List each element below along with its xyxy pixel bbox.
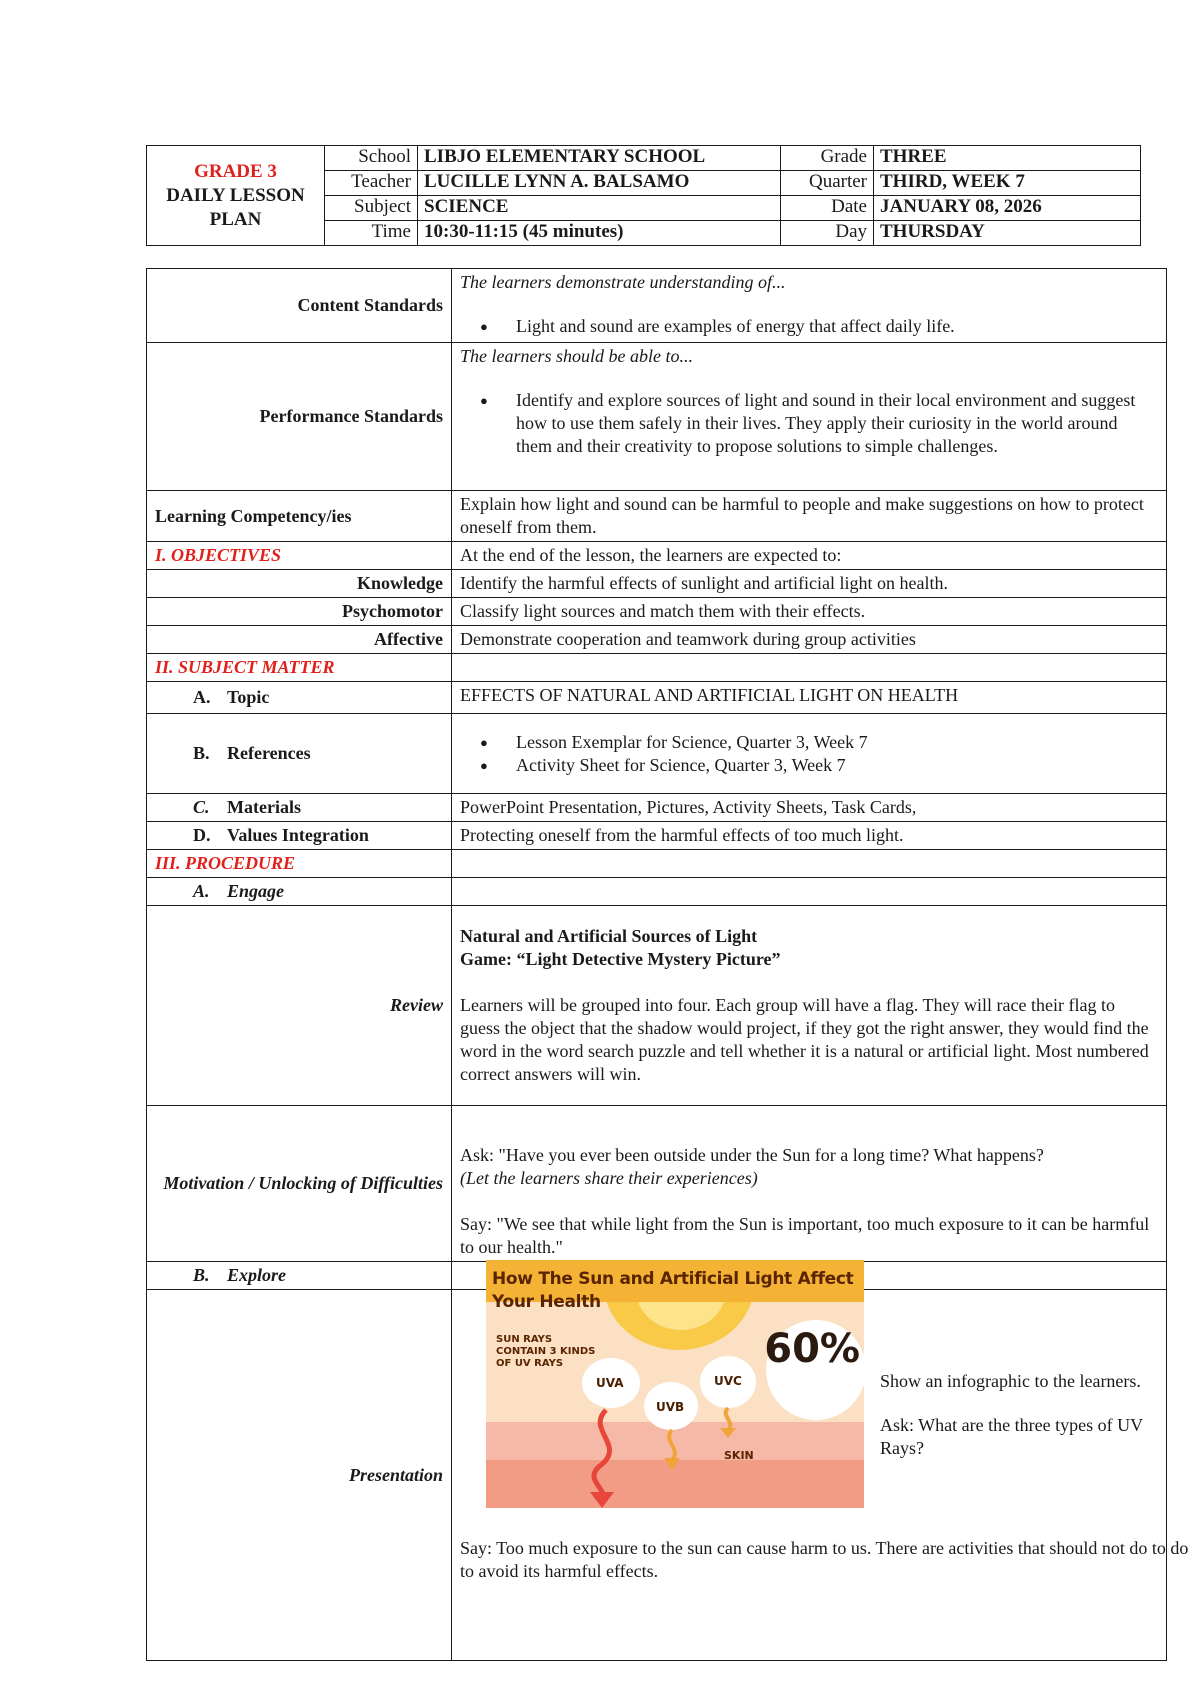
materials-label-cell bbox=[147, 794, 452, 822]
day-value: THURSDAY bbox=[874, 221, 1141, 246]
plan-title-cell bbox=[147, 146, 325, 246]
review-cell bbox=[452, 906, 1167, 1106]
presentation-label: Presentation bbox=[147, 1290, 452, 1661]
content-standards-intro: The learners demonstrate understanding of... bbox=[460, 272, 786, 292]
quarter-label: Quarter bbox=[781, 171, 874, 196]
performance-standards-intro: The learners should be able to... bbox=[460, 346, 693, 366]
engage-num: A. bbox=[193, 881, 210, 901]
time-value: 10:30-11:15 (45 minutes) bbox=[418, 221, 781, 246]
day-label: Day bbox=[781, 221, 874, 246]
presentation-bottom-text bbox=[460, 1537, 1190, 1583]
reference-item: ● Activity Sheet for Science, Quarter 3, Week 7 bbox=[506, 754, 1158, 777]
grade-value: THREE bbox=[874, 146, 1141, 171]
engage-label-cell bbox=[147, 878, 452, 906]
engage-label: Engage bbox=[227, 881, 285, 901]
uv-infographic bbox=[486, 1260, 864, 1508]
subject-label: Subject bbox=[325, 196, 418, 221]
materials-text: PowerPoint Presentation, Pictures, Activity Sheets, Task Cards, bbox=[452, 794, 1167, 822]
explore-label: Explore bbox=[227, 1265, 287, 1285]
uvb-label: UVB bbox=[656, 1400, 685, 1414]
knowledge-label: Knowledge bbox=[147, 570, 452, 598]
motivation-label: Motivation / Unlocking of Difficulties bbox=[147, 1106, 452, 1262]
grade-label: Grade bbox=[781, 146, 874, 171]
plan-title: DAILY LESSON PLAN bbox=[166, 184, 305, 230]
objectives-intro: At the end of the lesson, the learners are expected to: bbox=[452, 542, 1167, 570]
affective-text: Demonstrate cooperation and teamwork during group activities bbox=[452, 626, 1167, 654]
psychomotor-label: Psychomotor bbox=[147, 598, 452, 626]
uvc-arrowhead bbox=[720, 1428, 736, 1438]
learning-competency-text: Explain how light and sound can be harmful to people and make suggestions on how to protect oneself from them. bbox=[452, 491, 1167, 542]
content-standards-label: Content Standards bbox=[147, 269, 452, 343]
procedure-blank bbox=[452, 850, 1167, 878]
presentation-ask: Ask: What are the three types of UV Rays? bbox=[880, 1415, 1143, 1458]
reference-item: ● Lesson Exemplar for Science, Quarter 3, Week 7 bbox=[506, 731, 1158, 754]
references-label-cell bbox=[147, 714, 452, 794]
school-value: LIBJO ELEMENTARY SCHOOL bbox=[418, 146, 781, 171]
values-label: Values Integration bbox=[227, 825, 369, 845]
presentation-cell bbox=[452, 1269, 1189, 1661]
time-label: Time bbox=[325, 221, 418, 246]
learning-competency-label: Learning Competency/ies bbox=[147, 491, 452, 542]
review-label: Review bbox=[147, 906, 452, 1106]
references-label: References bbox=[227, 743, 311, 763]
topic-text: EFFECTS OF NATURAL AND ARTIFICIAL LIGHT ON HEALTH bbox=[452, 682, 1167, 714]
uv-rays-drawing bbox=[486, 1260, 864, 1508]
school-label: School bbox=[325, 146, 418, 171]
infographic-title: How The Sun and Artificial Light Affect Your Health bbox=[492, 1269, 854, 1312]
topic-label: Topic bbox=[227, 687, 270, 707]
objectives-heading: I. OBJECTIVES bbox=[147, 542, 452, 570]
review-heading-1: Natural and Artificial Sources of Light bbox=[460, 926, 758, 946]
presentation-side-text bbox=[880, 1370, 1180, 1481]
performance-standards-bullet: ● Identify and explore sources of light and sound in their local environment and suggest how to use them safely in their lives. They apply their curiosity in the world around them and their creativity to propose solutions to simple challenges. bbox=[506, 389, 1158, 458]
values-label-cell bbox=[147, 822, 452, 850]
review-heading-2: Game: “Light Detective Mystery Picture” bbox=[460, 949, 781, 969]
references-num: B. bbox=[193, 743, 210, 763]
performance-standards-cell bbox=[452, 343, 1167, 491]
uva-label: UVA bbox=[596, 1376, 624, 1390]
motivation-say: Say: "We see that while light from the Sun is important, too much exposure to it can be harmful to our health." bbox=[460, 1214, 1150, 1257]
skin-label: SKIN bbox=[724, 1449, 754, 1462]
motivation-ask: Ask: "Have you ever been outside under the Sun for a long time? What happens? bbox=[460, 1145, 1044, 1165]
infographic-caption: SUN RAYS CONTAIN 3 KINDS OF UV RAYS bbox=[496, 1334, 596, 1369]
presentation-show: Show an infographic to the learners. bbox=[880, 1371, 1141, 1391]
quarter-value: THIRD, WEEK 7 bbox=[874, 171, 1141, 196]
teacher-label: Teacher bbox=[325, 171, 418, 196]
teacher-value: LUCILLE LYNN A. BALSAMO bbox=[418, 171, 781, 196]
uva-arrowhead bbox=[590, 1492, 614, 1508]
content-standards-cell bbox=[452, 269, 1167, 343]
uvc-ray bbox=[726, 1408, 731, 1430]
grade-heading: GRADE 3 bbox=[194, 160, 277, 182]
performance-standards-label: Performance Standards bbox=[147, 343, 452, 491]
materials-label: Materials bbox=[227, 797, 301, 817]
explore-label-cell bbox=[147, 1262, 452, 1290]
date-label: Date bbox=[781, 196, 874, 221]
uvb-arrowhead bbox=[664, 1458, 680, 1470]
content-standards-bullet: ● Light and sound are examples of energy that affect daily life. bbox=[506, 315, 1158, 338]
subject-value: SCIENCE bbox=[418, 196, 781, 221]
values-num: D. bbox=[193, 825, 211, 845]
motivation-cell bbox=[452, 1106, 1167, 1262]
subject-matter-heading: II. SUBJECT MATTER bbox=[147, 654, 452, 682]
references-cell bbox=[452, 714, 1167, 794]
psychomotor-text: Classify light sources and match them with their effects. bbox=[452, 598, 1167, 626]
values-text: Protecting oneself from the harmful effects of too much light. bbox=[452, 822, 1167, 850]
knowledge-text: Identify the harmful effects of sunlight and artificial light on health. bbox=[452, 570, 1167, 598]
affective-label: Affective bbox=[147, 626, 452, 654]
date-value: JANUARY 08, 2026 bbox=[874, 196, 1141, 221]
explore-num: B. bbox=[193, 1265, 210, 1285]
materials-num: C. bbox=[193, 797, 210, 817]
engage-blank bbox=[452, 878, 1167, 906]
review-text: Learners will be grouped into four. Each group will have a flag. They will race their flag to guess the object that the shadow would project, if they got the right answer, they would find the word in the word search puzzle and tell whether it is a natural or artificial light. Most numbered correct answers will win. bbox=[460, 995, 1149, 1084]
lesson-plan-table bbox=[146, 268, 1189, 1661]
uva-ray bbox=[594, 1410, 610, 1500]
topic-label-cell bbox=[147, 682, 452, 714]
presentation-say: Say: Too much exposure to the sun can cause harm to us. There are activities that should not do to do to avoid its harmful effects. bbox=[460, 1538, 1189, 1581]
subject-matter-blank bbox=[452, 654, 1167, 682]
header-table bbox=[146, 145, 1141, 246]
uvb-ray bbox=[669, 1430, 675, 1460]
procedure-heading: III. PROCEDURE bbox=[147, 850, 452, 878]
motivation-note: (Let the learners share their experiences) bbox=[460, 1168, 758, 1188]
infographic-percent: 60% bbox=[764, 1326, 860, 1372]
uvc-label: UVC bbox=[714, 1374, 742, 1388]
topic-num: A. bbox=[193, 687, 211, 707]
